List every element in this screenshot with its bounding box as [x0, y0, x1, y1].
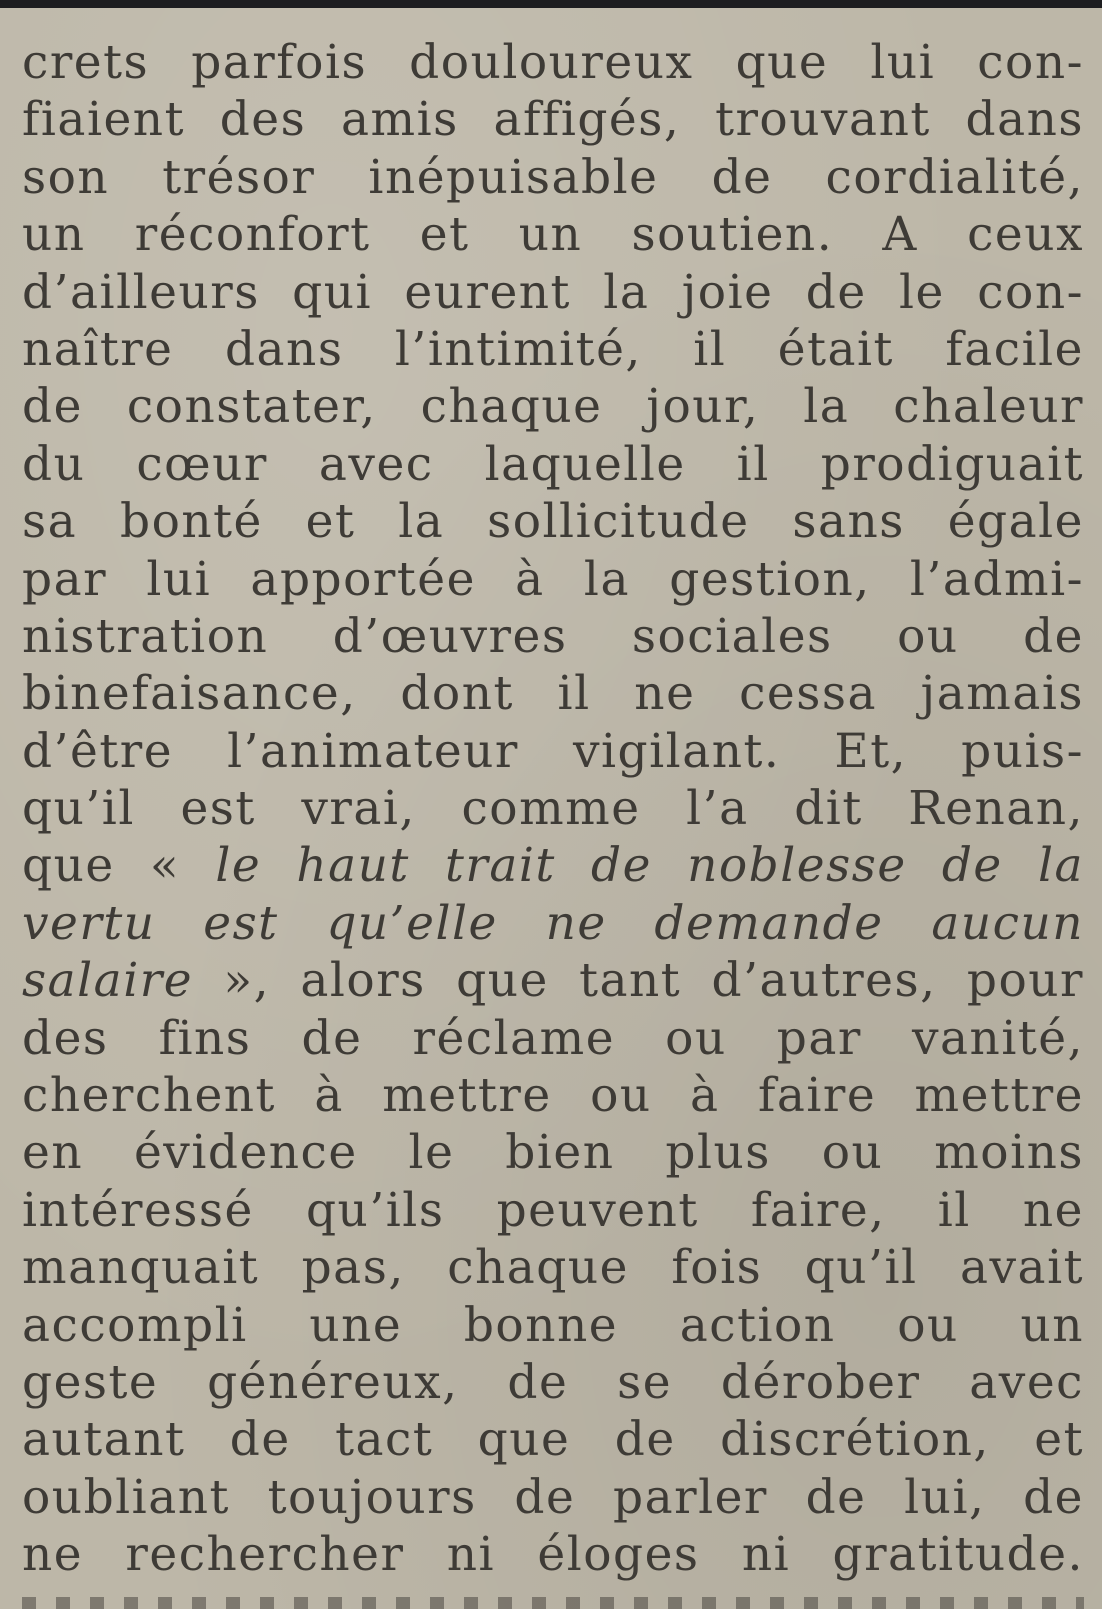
text-line: ne rechercher ni éloges ni gratitude. [22, 1527, 1084, 1583]
text-line: du cœur avec laquelle il prodiguait [22, 436, 1084, 492]
quote-italic-segment: salaire [22, 953, 194, 1009]
text-line: intéressé qu’ils peuvent faire, il ne [22, 1182, 1084, 1238]
text-line: un réconfort et un soutien. A ceux [22, 207, 1084, 263]
cropped-next-line [22, 1597, 1084, 1609]
text-line: sa bonté et la sollicitude sans égale [22, 494, 1084, 550]
text-line: par lui apportée à la gestion, l’admi- [22, 551, 1084, 607]
scanned-page [0, 8, 1102, 1609]
text-line: crets parfois douloureux que lui con- [22, 35, 1084, 90]
text-line: naître dans l’intimité, il était facile [22, 321, 1084, 377]
text-line: accompli une bonne action ou un [22, 1297, 1084, 1353]
top-edge-bar [0, 0, 1102, 8]
text-column [22, 34, 1084, 1584]
text-line: autant de tact que de discrétion, et [22, 1412, 1084, 1468]
text-segment: que « [22, 838, 216, 894]
quote-italic-segment: le haut trait de noblesse de la [215, 838, 1084, 894]
text-line: de constater, chaque jour, la chaleur [22, 379, 1084, 435]
text-line: qu’il est vrai, comme l’a dit Renan, [22, 781, 1084, 837]
text-line: fiaient des amis affigés, trouvant dans [22, 92, 1084, 148]
text-line: son trésor inépuisable de cordialité, [22, 149, 1084, 205]
text-line: d’être l’animateur vigilant. Et, puis- [22, 723, 1084, 779]
text-segment: », alors que tant d’autres, pour [193, 953, 1084, 1009]
text-line: binefaisance, dont il ne cessa jamais [22, 666, 1084, 722]
text-line: en évidence le bien plus ou moins [22, 1125, 1084, 1181]
text-line: d’ailleurs qui eurent la joie de le con- [22, 264, 1084, 320]
text-line: des fins de réclame ou par vanité, [22, 1010, 1084, 1066]
text-line-quote-start [22, 837, 1084, 894]
text-line: oubliant toujours de parler de lui, de [22, 1469, 1084, 1525]
text-line: cherchent à mettre ou à faire mettre [22, 1068, 1084, 1124]
text-line: nistration d’œuvres sociales ou de [22, 608, 1084, 664]
text-line-quote-end [22, 952, 1084, 1009]
quote-italic-line: vertu est qu’elle ne demande aucun [22, 895, 1084, 951]
text-line: geste généreux, de se dérober avec [22, 1354, 1084, 1410]
text-line: manquait pas, chaque fois qu’il avait [22, 1240, 1084, 1296]
